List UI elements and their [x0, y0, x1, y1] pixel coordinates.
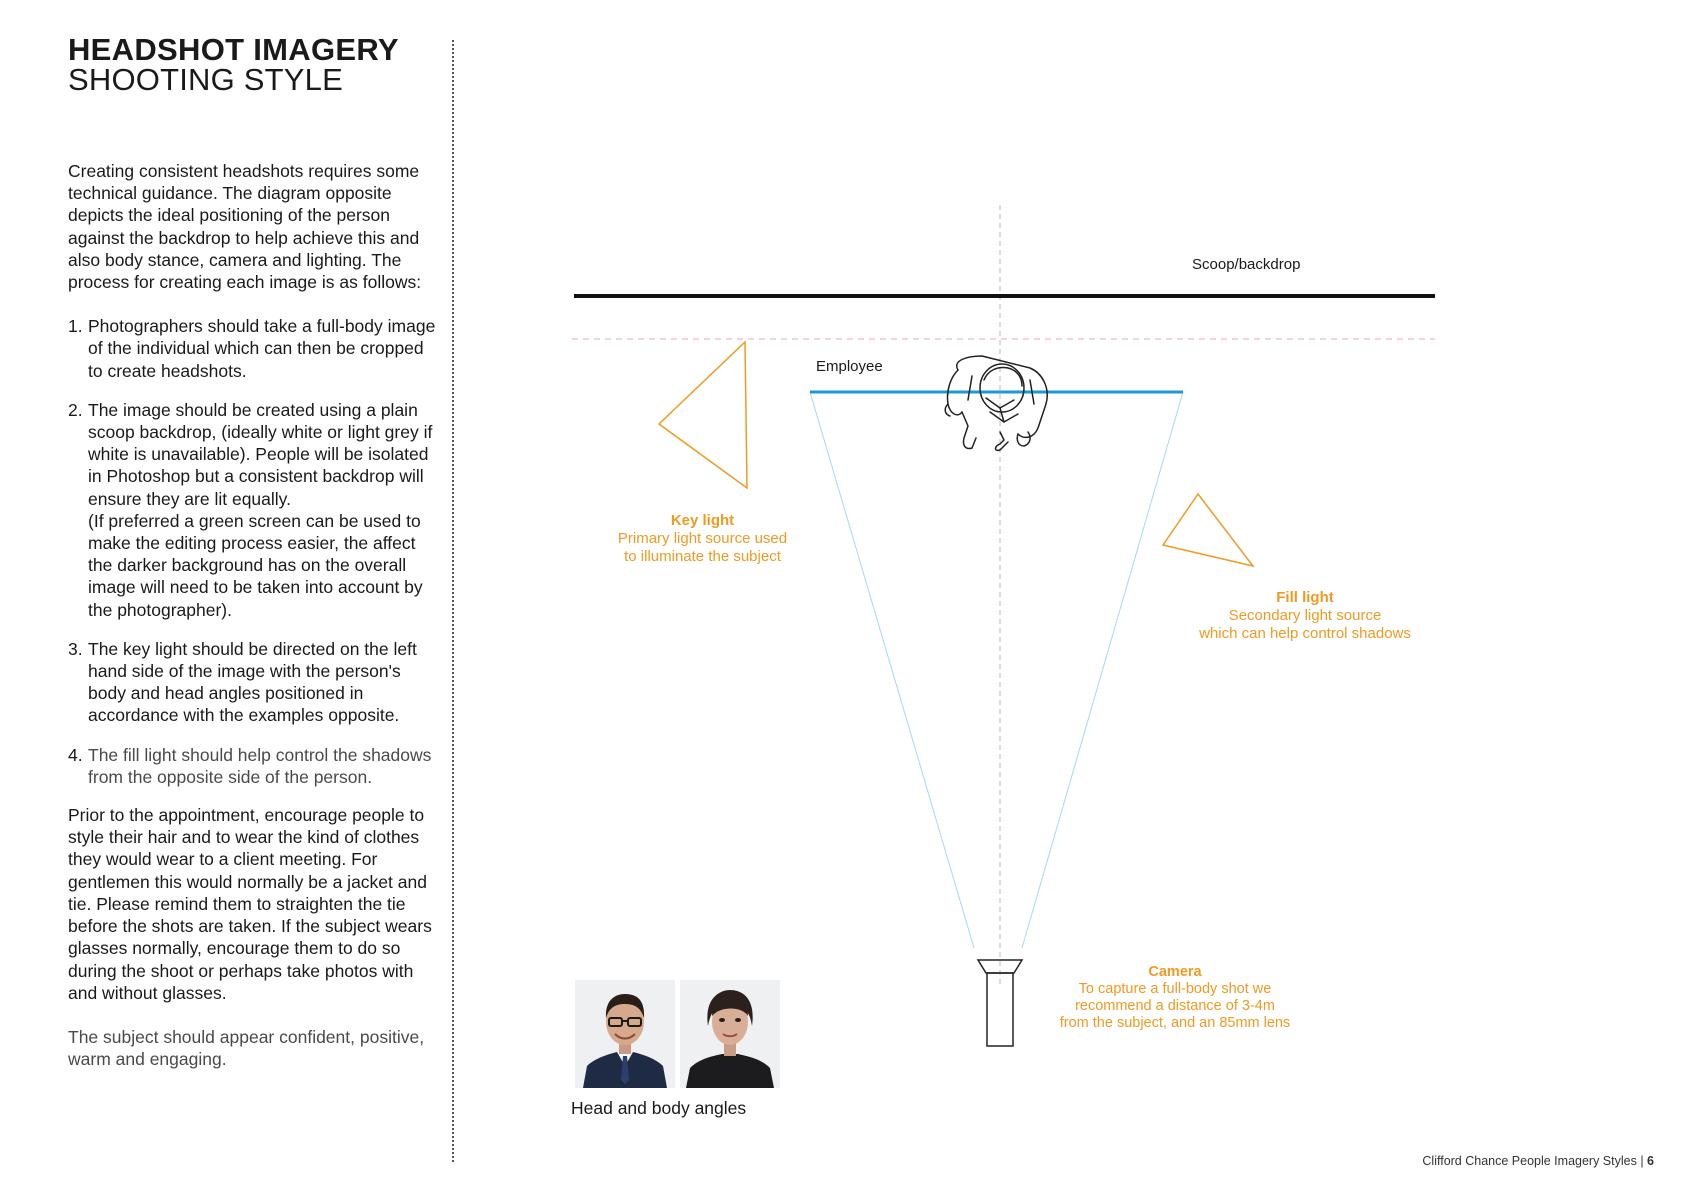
page-number: 6 — [1647, 1154, 1654, 1168]
camera-label — [1045, 964, 1305, 1032]
field-of-view-right — [1022, 392, 1183, 948]
step-number: 2. — [68, 399, 83, 420]
camera-line-3: from the subject, and an 85mm lens — [1059, 1015, 1291, 1031]
woman-portrait-icon — [680, 980, 780, 1088]
key-light-icon — [659, 342, 747, 488]
photo-caption: Head and body angles — [571, 1098, 747, 1118]
headshot-photo-man — [575, 980, 675, 1088]
camera-line-1: To capture a full-body shot we — [1078, 981, 1272, 997]
fill-light-label — [1170, 589, 1440, 643]
headshot-photo-woman — [680, 980, 780, 1088]
employee-label: Employee — [816, 358, 883, 375]
closing-paragraph: The subject should appear confident, positive, warm and engaging. — [68, 1026, 425, 1070]
fill-light-line-1: Secondary light source — [1228, 607, 1382, 624]
step-note: (If preferred a green screen can be used to make the editing process easier, the affect the darker background has on the overall image will need to be taken into account by the photographer). — [88, 510, 423, 620]
intro-paragraph: Creating consistent headshots requires some technical guidance. The diagram opposite depicts the ideal positioning of the person against the backdrop to help achieve this and also body stance, camera and lighting. The process for creating each image is as follows: — [68, 161, 422, 293]
field-of-view-left — [810, 392, 974, 948]
step-number: 1. — [68, 316, 83, 337]
step-text: The image should be created using a plain scoop backdrop, (ideally white or light grey if white is unavailable). People will be isolated in Photoshop but a consistent backdrop will ensure they are lit equally. — [88, 399, 433, 509]
key-light-line-2: to illuminate the subject — [624, 548, 781, 565]
step-text: Photographers should take a full-body image of the individual which can then be cropped to create headshots. — [88, 316, 436, 381]
step-number: 4. — [68, 744, 83, 765]
camera-line-2: recommend a distance of 3-4m — [1075, 998, 1275, 1014]
footer-text: Clifford Chance People Imagery Styles | — [1422, 1154, 1648, 1168]
man-portrait-icon — [575, 980, 675, 1088]
appointment-paragraph: Prior to the appointment, encourage people to style their hair and to wear the kind of clothes they would wear to a client meeting. For gentlemen this would normally be a jacket and tie. Please remind them to straighten the tie before the shots are taken. If the subject wears glasses normally, encourage them to do so during the shoot or perhaps take photos with and without glasses. — [68, 805, 432, 1003]
backdrop-label: Scoop/backdrop — [1192, 256, 1301, 273]
fill-light-title: Fill light — [1276, 589, 1334, 606]
step-text: The fill light should help control the shadows from the opposite side of the person. — [88, 744, 432, 787]
page-footer — [1422, 1154, 1654, 1168]
key-light-label — [610, 512, 795, 566]
employee-figure-icon — [945, 356, 1047, 450]
step-number: 3. — [68, 638, 83, 659]
camera-icon — [978, 960, 1022, 1046]
fill-light-line-2: which can help control shadows — [1199, 625, 1411, 642]
key-light-line-1: Primary light source used — [617, 530, 788, 547]
fill-light-icon — [1163, 494, 1253, 566]
camera-title: Camera — [1148, 964, 1202, 980]
page-subtitle: SHOOTING STYLE — [68, 62, 343, 97]
page-title: HEADSHOT IMAGERY — [68, 32, 399, 67]
key-light-title: Key light — [670, 512, 735, 529]
step-text: The key light should be directed on the left hand side of the image with the person's body and head angles positioned in accordance with the examples opposite. — [88, 638, 417, 726]
